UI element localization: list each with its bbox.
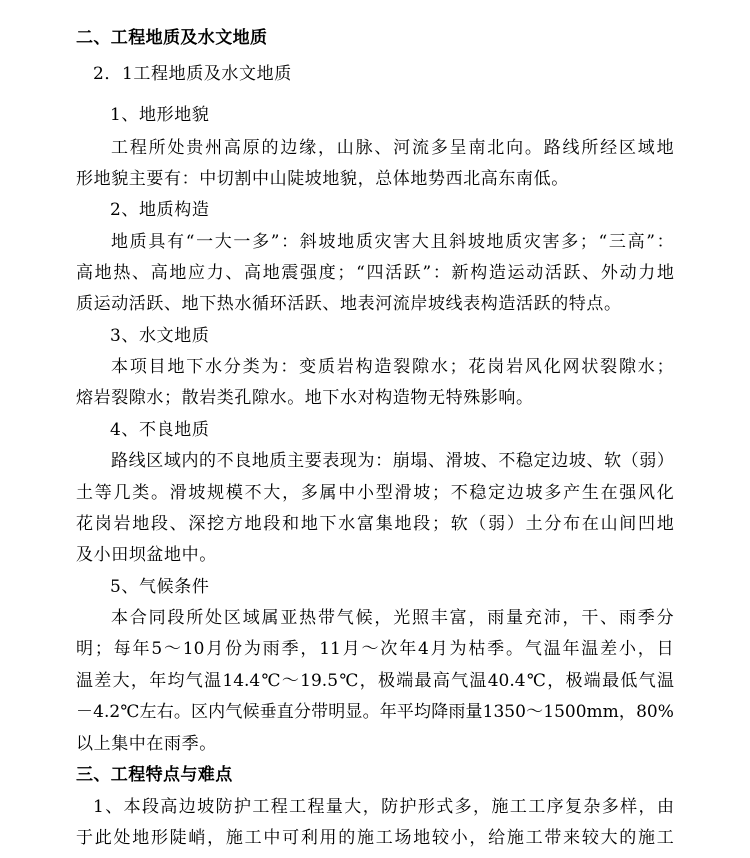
- hydro-paragraph-line-1: 本 项 目 地 下 水 分 类 为 ： 变 质 岩 构 造 裂 隙 水 ； 花 岗 岩 风 化 网 状 裂 隙 水 ；: [111, 357, 674, 377]
- terrain-paragraph-line-2: 形地貌主要有：中切割中山陡坡地貌，总体地势西北高东南低。: [76, 169, 569, 189]
- adverse-paragraph-line-3: 花 岗 岩 地 段 、 深 挖 方 地 段 和 地 下 水 富 集 地 段 ； 软 （ 弱 ） 土 分 布 在 山 间 凹 地: [76, 514, 674, 534]
- structure-paragraph-line-3: 质运动活跃、地下热水循环活跃、地表河流岸坡线表构造活跃的特点。: [76, 294, 622, 314]
- adverse-title: 4、不良地质: [110, 420, 210, 440]
- structure-paragraph-line-1: 地 质 具 有 “ 一 大 一 多 ” ： 斜 坡 地 质 灾 害 大 且 斜 坡 地 质 灾 害 多 ； “ 三 高 ” ：: [111, 232, 674, 252]
- climate-paragraph-line-1: 本 合 同 段 所 处 区 域 属 亚 热 带 气 候 ， 光 照 丰 富 ， 雨 量 充 沛 ， 干 、 雨 季 分: [111, 608, 674, 628]
- climate-paragraph-line-5: 以上集中在雨季。: [76, 734, 217, 754]
- climate-paragraph-line-3: 温 差 大 ， 年 均 气 温 14.4 ℃ ～ 19.5 ℃ ， 极 端 最 高 气 温 40.4 ℃ ， 极 端 最 低 气 温: [76, 671, 674, 691]
- section-3-heading: 三、工程特点与难点: [76, 765, 233, 785]
- adverse-paragraph-line-4: 及小田坝盆地中。: [76, 545, 217, 565]
- subsection-2-1-heading: 2．1工程地质及水文地质: [93, 64, 292, 84]
- terrain-title: 1、地形地貌: [110, 105, 210, 125]
- adverse-paragraph-line-2: 土 等 几 类 。 滑 坡 规 模 不 大 ， 多 属 中 小 型 滑 坡 ； 不 稳 定 边 坡 多 产 生 在 强 风 化: [76, 483, 674, 503]
- section-3-paragraph-line-2: 于 此 处 地 形 陡 峭 ， 施 工 中 可 利 用 的 施 工 场 地 较 小 ， 给 施 工 带 来 较 大 的 施 工: [76, 828, 674, 848]
- adverse-paragraph-line-1: 路 线 区 域 内 的 不 良 地 质 主 要 表 现 为 ： 崩 塌 、 滑 坡 、 不 稳 定 边 坡 、 软 （ 弱 ）: [111, 451, 674, 471]
- structure-title: 2、地质构造: [110, 200, 210, 220]
- climate-paragraph-line-2: 明 ； 每 年 5 ～ 10 月 份 为 雨 季 ， 11 月 ～ 次 年 4 月 为 枯 季 。 气 温 年 温 差 小 ， 日: [76, 639, 674, 659]
- structure-paragraph-line-2: 高 地 热 、 高 地 应 力 、 高 地 震 强 度 ； “ 四 活 跃 ” ： 新 构 造 运 动 活 跃 、 外 动 力 地: [76, 263, 674, 283]
- section-3-paragraph-line-1: 1 、 本 段 高 边 坡 防 护 工 程 工 程 量 大 ， 防 护 形 式 多 ， 施 工 工 序 复 杂 多 样 ， 由: [93, 797, 674, 817]
- section-2-heading: 二、工程地质及水文地质: [76, 28, 268, 48]
- terrain-paragraph-line-1: 工 程 所 处 贵 州 高 原 的 边 缘 ， 山 脉 、 河 流 多 呈 南 北 向 。 路 线 所 经 区 域 地: [111, 138, 674, 158]
- climate-paragraph-line-4: － 4.2 ℃ 左 右 。 区 内 气 候 垂 直 分 带 明 显 。 年 平 均 降 雨 量 1350 ～ 1500mm ， 80%: [76, 702, 674, 722]
- hydro-title: 3、水文地质: [110, 326, 210, 346]
- climate-title: 5、气候条件: [110, 577, 210, 597]
- hydro-paragraph-line-2: 熔岩裂隙水；散岩类孔隙水。地下水对构造物无特殊影响。: [76, 388, 534, 408]
